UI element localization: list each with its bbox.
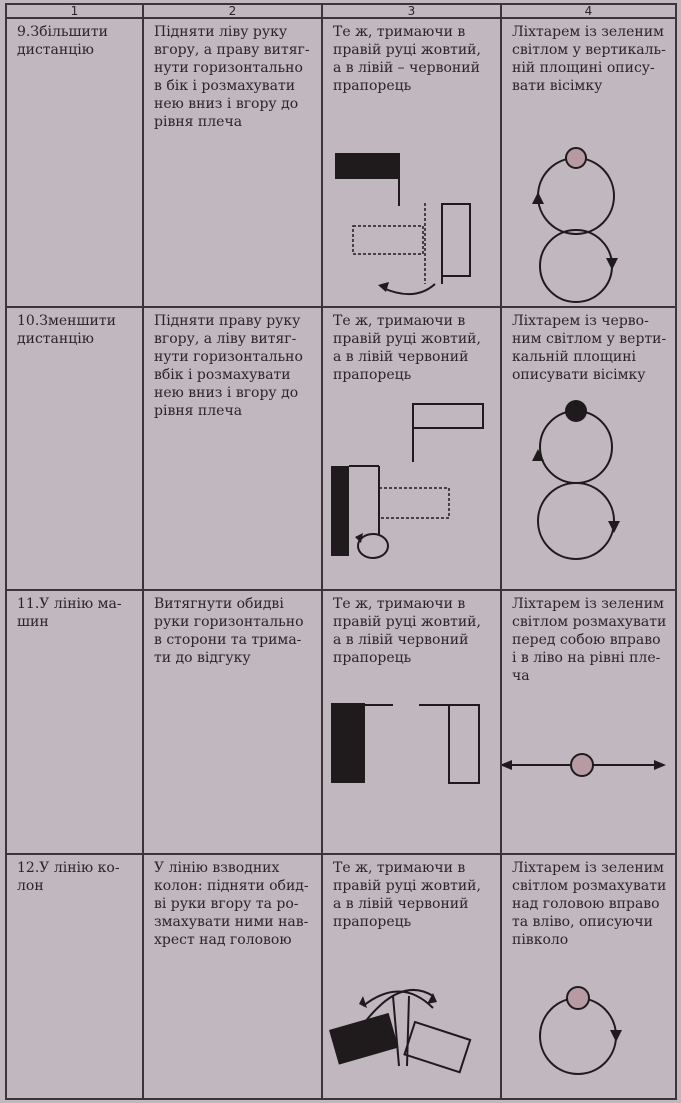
- lantern-action-cell: [502, 855, 677, 1100]
- figure-eight-diagram: [502, 116, 677, 306]
- lantern-action-cell: [502, 19, 677, 308]
- arrow-down-icon: [606, 258, 618, 270]
- flag-action-text: Те ж, тримаючи в правій руці жовтий, а в лівій – червоний прапорець: [333, 24, 481, 94]
- flag-icon-left: [329, 1013, 399, 1065]
- flag-icon-left: [331, 703, 365, 783]
- signal-name: 10.Зменшити дистанцію: [17, 313, 116, 347]
- column-header-2: 2: [144, 5, 323, 17]
- arrow-up-icon: [532, 192, 544, 204]
- green-lantern-icon: [566, 148, 586, 168]
- flag-icon-raised: [442, 204, 470, 276]
- flag-action-cell: [323, 855, 502, 1100]
- red-lantern-icon: [565, 400, 587, 422]
- arrow-right-icon: [654, 760, 666, 770]
- hand-action-text: Витягнути обидві руки горизонтально в сторони та трима-ти до відгуку: [154, 596, 304, 666]
- arrow-down-icon: [610, 1030, 622, 1042]
- flag-action-text: Те ж, тримаючи в правій руці жовтий, а в лівій червоний прапорець: [333, 596, 481, 666]
- arrow-head-icon: [359, 996, 367, 1008]
- signal-name-cell: [5, 591, 144, 855]
- hand-action-text: Підняти ліву руку вгору, а праву витяг-нути горизонтально в бік і розмахувати нею вниз і вгору до рівня плеча: [154, 24, 310, 130]
- flag-icon-raised: [413, 404, 483, 428]
- flag-icon: [331, 466, 349, 556]
- green-lantern-icon: [567, 987, 589, 1009]
- lantern-action-text: Ліхтарем із зеленим світлом розмахувати перед собою вправо і в ліво на рівні пле-ча: [512, 596, 667, 684]
- flag-action-text: Те ж, тримаючи в правій руці жовтий, а в лівій червоний прапорець: [333, 860, 481, 930]
- semicircle-swing-diagram: [502, 958, 677, 1098]
- column-header-row: [5, 3, 677, 19]
- flag-icon: [335, 153, 399, 179]
- flag-diagram: [323, 116, 498, 306]
- lantern-action-cell: [502, 591, 677, 855]
- lantern-action-cell: [502, 308, 677, 591]
- flag-action-text: Те ж, тримаючи в правій руці жовтий, а в лівій червоний прапорець: [333, 313, 481, 383]
- hand-action-cell: [144, 591, 323, 855]
- flag-icon-right: [404, 1022, 470, 1072]
- arrow-down-icon: [608, 521, 620, 533]
- hand-action-text: У лінію взводних колон: підняти обид-ві руки вгору та ро-змахувати ними нав-хрест над головою: [154, 860, 309, 948]
- hand-action-cell: [144, 308, 323, 591]
- signal-name: 12.У лінію ко-лон: [17, 860, 120, 894]
- flag-pole-left: [393, 996, 399, 1066]
- signal-name: 9.Збільшити дистанцію: [17, 24, 108, 58]
- hand-action-cell: [144, 855, 323, 1100]
- column-header-4: 4: [502, 5, 677, 17]
- swing-loop-icon: [358, 534, 388, 558]
- hand-action-text: Підняти праву руку вгору, а ліву витяг-нути горизонтально вбік і розмахувати нею вниз і вгору до рівня плеча: [154, 313, 303, 419]
- flag-motion-icon: [353, 226, 423, 254]
- signal-name: 11.У лінію ма-шин: [17, 596, 122, 630]
- signal-name-cell: [5, 19, 144, 308]
- upper-loop-icon: [538, 158, 614, 234]
- green-lantern-icon: [571, 754, 593, 776]
- flag-motion-icon: [379, 488, 449, 518]
- swing-arrow-icon: [383, 284, 435, 294]
- lower-loop-icon: [540, 230, 612, 302]
- lower-loop-icon: [538, 483, 614, 559]
- horizontal-swing-diagram: [502, 703, 677, 853]
- flag-action-cell: [323, 308, 502, 591]
- lantern-action-text: Ліхтарем із черво-ним світлом у верти-кальній площині описувати вісімку: [512, 313, 667, 383]
- signals-table: [5, 19, 677, 1100]
- column-header-1: 1: [5, 5, 144, 17]
- arrow-left-icon: [502, 760, 512, 770]
- column-header-3: 3: [323, 5, 502, 17]
- lantern-action-text: Ліхтарем із зеленим світлом розмахувати над головою вправо та вліво, описуючи півколо: [512, 860, 667, 948]
- flag-action-cell: [323, 591, 502, 855]
- flag-diagram: [323, 683, 498, 853]
- arrow-up-icon: [532, 449, 544, 461]
- hand-action-cell: [144, 19, 323, 308]
- flag-diagram: [323, 938, 498, 1098]
- flag-icon-right: [449, 705, 479, 783]
- signal-name-cell: [5, 855, 144, 1100]
- flag-action-cell: [323, 19, 502, 308]
- signal-name-cell: [5, 308, 144, 591]
- figure-eight-diagram: [502, 389, 677, 589]
- flag-diagram: [323, 394, 498, 589]
- lantern-action-text: Ліхтарем із зеленим світлом у вертикаль-ній площині опису-вати вісімку: [512, 24, 666, 94]
